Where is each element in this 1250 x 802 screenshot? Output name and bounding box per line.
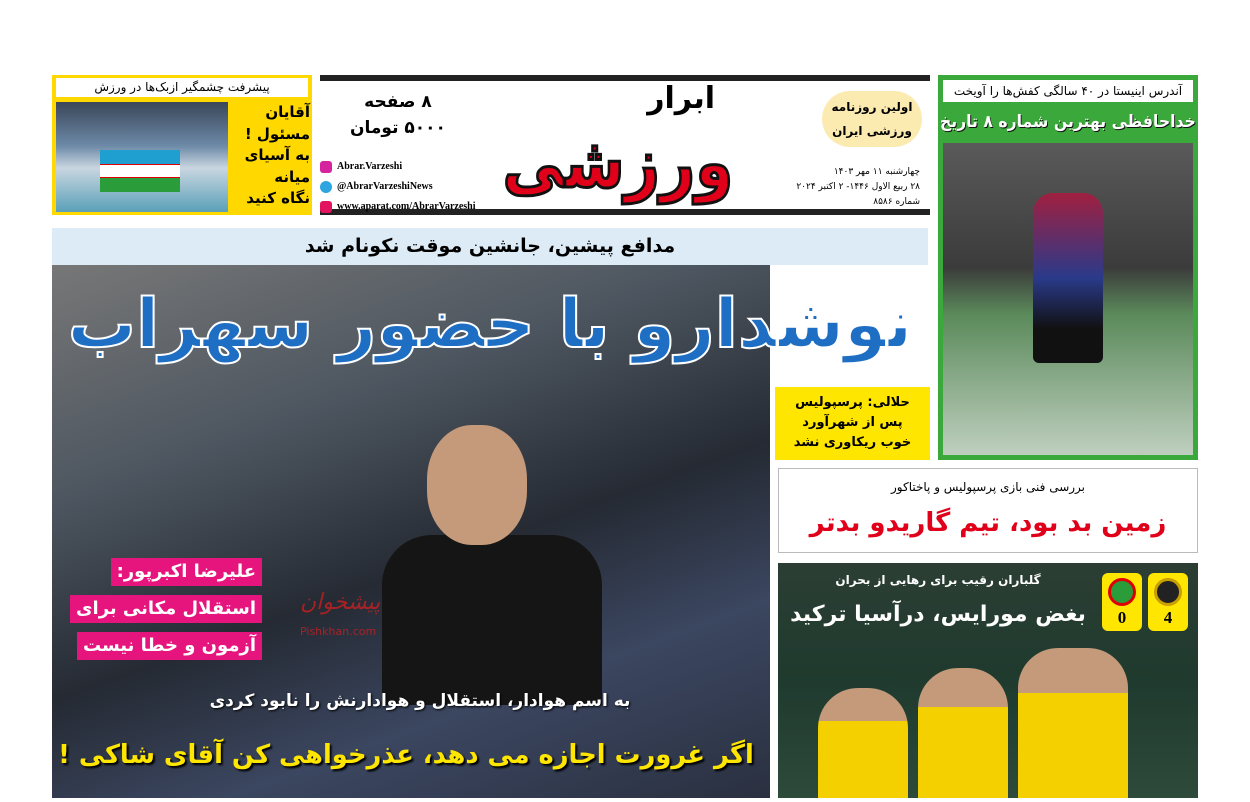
main-headline[interactable] bbox=[60, 275, 920, 375]
player-figure bbox=[818, 688, 908, 798]
logo-small-text: ابرار bbox=[647, 81, 715, 116]
iniesta-story-header-text: آندرس اینیستا در ۴۰ سالگی کفش‌ها را آویخت bbox=[953, 84, 1183, 98]
sepahan-story-box[interactable] bbox=[778, 563, 1198, 798]
score-home bbox=[1148, 573, 1188, 631]
masthead bbox=[320, 75, 930, 215]
score-value: 0 bbox=[1117, 608, 1127, 627]
review-kicker bbox=[779, 477, 1197, 497]
social-instagram[interactable] bbox=[320, 157, 476, 177]
newspaper-logo bbox=[500, 81, 735, 209]
person-face bbox=[427, 425, 527, 545]
halali-box[interactable] bbox=[775, 387, 930, 460]
watermark-url: Pishkhan.com bbox=[300, 625, 377, 638]
uzbek-flag bbox=[100, 150, 180, 192]
price: ۵۰۰۰ تومان bbox=[350, 118, 446, 138]
main-subtitle-text: مدافع پیشین، جانشین موقت نکونام شد bbox=[304, 235, 676, 257]
page-count: ۸ صفحه bbox=[364, 92, 432, 112]
opponent-logo-icon bbox=[1108, 578, 1136, 606]
quote-line: استقلال مکانی برای bbox=[70, 595, 262, 623]
uzbek-team-photo bbox=[56, 102, 228, 212]
slogan-line: ورزشی ایران bbox=[832, 124, 912, 138]
akbarpour-quote[interactable] bbox=[52, 558, 262, 668]
iniesta-story-header bbox=[943, 80, 1193, 102]
text-line: خوب ریکاوری نشد bbox=[793, 435, 912, 450]
sepahan-kicker-text: گلباران رقیب برای رهایی از بحران bbox=[835, 573, 1041, 587]
sepahan-logo-icon bbox=[1154, 578, 1182, 606]
score-value: 4 bbox=[1163, 608, 1173, 627]
social-telegram[interactable] bbox=[320, 177, 476, 197]
player-figure bbox=[1018, 648, 1128, 798]
quote-line: علیرضا اکبرپور: bbox=[111, 558, 262, 586]
watermark: پیشخوان bbox=[300, 590, 381, 615]
social-text: www.aparat.com/AbrarVarzeshi bbox=[337, 201, 476, 212]
date-line: چهارشنبه ۱۱ مهر ۱۴۰۳ bbox=[833, 167, 920, 177]
social-aparat[interactable] bbox=[320, 197, 476, 217]
issue-number: شماره ۸۵۸۶ bbox=[873, 197, 920, 207]
uzbek-story-box[interactable] bbox=[52, 75, 312, 215]
main-subtitle bbox=[52, 228, 928, 265]
text-line: حلالی: پرسپولیس bbox=[795, 395, 910, 410]
iniesta-story-title-text: خداحافظی بهترین شماره ۸ تاریخ bbox=[940, 112, 1196, 132]
slogan-badge bbox=[822, 91, 922, 147]
review-title-text: زمین بد بود، تیم گاریدو بدتر bbox=[809, 508, 1167, 538]
sepahan-title bbox=[788, 597, 1088, 631]
telegram-icon bbox=[320, 181, 332, 193]
photo-caption-big[interactable] bbox=[56, 730, 756, 780]
instagram-icon bbox=[320, 161, 332, 173]
text-line: مسئول ! bbox=[244, 124, 310, 143]
text-line: میانه bbox=[274, 167, 310, 186]
uzbek-story-text bbox=[230, 102, 310, 210]
aparat-icon bbox=[320, 201, 332, 213]
quote-line: آزمون و خطا نیست bbox=[77, 632, 262, 660]
text-line: به آسیای bbox=[244, 146, 310, 164]
review-box[interactable] bbox=[778, 468, 1198, 553]
review-title bbox=[779, 503, 1197, 543]
iniesta-photo bbox=[943, 143, 1193, 455]
issue-date bbox=[796, 165, 920, 210]
date-line: ۲۸ ربیع الاول ۱۴۴۶- ۲ اکتبر ۲۰۲۴ bbox=[796, 182, 920, 192]
social-text: @AbrarVarzeshiNews bbox=[337, 181, 433, 192]
text-line: پس از شهرآورد bbox=[802, 415, 903, 430]
social-text: Abrar.Varzeshi bbox=[337, 161, 403, 172]
issue-info bbox=[350, 89, 446, 141]
text-line: آقایان bbox=[265, 103, 310, 121]
slogan-line: اولین روزنامه bbox=[831, 100, 913, 114]
person-shirt bbox=[382, 535, 602, 705]
player-figure bbox=[918, 668, 1008, 798]
uzbek-story-header bbox=[56, 78, 308, 97]
social-links bbox=[320, 157, 476, 217]
text-line: نگاه کنید bbox=[246, 189, 310, 207]
iniesta-story-box[interactable] bbox=[938, 75, 1198, 460]
score-away bbox=[1102, 573, 1142, 631]
logo-big-text: ورزشی bbox=[502, 122, 733, 204]
photo-caption-small bbox=[130, 686, 710, 716]
player-figure bbox=[1033, 193, 1103, 363]
sepahan-kicker bbox=[788, 569, 1088, 591]
iniesta-story-title bbox=[938, 105, 1198, 139]
sepahan-title-text: بغض مورایس، درآسیا ترکید bbox=[790, 601, 1086, 627]
photo-caption-big-text: اگر غرورت اجازه می دهد، عذرخواهی کن آقای شاکی ! bbox=[58, 740, 754, 770]
uzbek-story-header-text: پیشرفت چشمگیر ازبک‌ها در ورزش bbox=[94, 80, 270, 94]
main-headline-text: نوشدارو با حضور سهراب bbox=[67, 285, 913, 364]
review-kicker-text: بررسی فنی بازی پرسپولیس و پاختاکور bbox=[890, 480, 1086, 494]
logo-big bbox=[500, 119, 735, 207]
photo-caption-small-text: به اسم هوادار، استقلال و هوادارنش را نابود کردی bbox=[209, 691, 631, 711]
